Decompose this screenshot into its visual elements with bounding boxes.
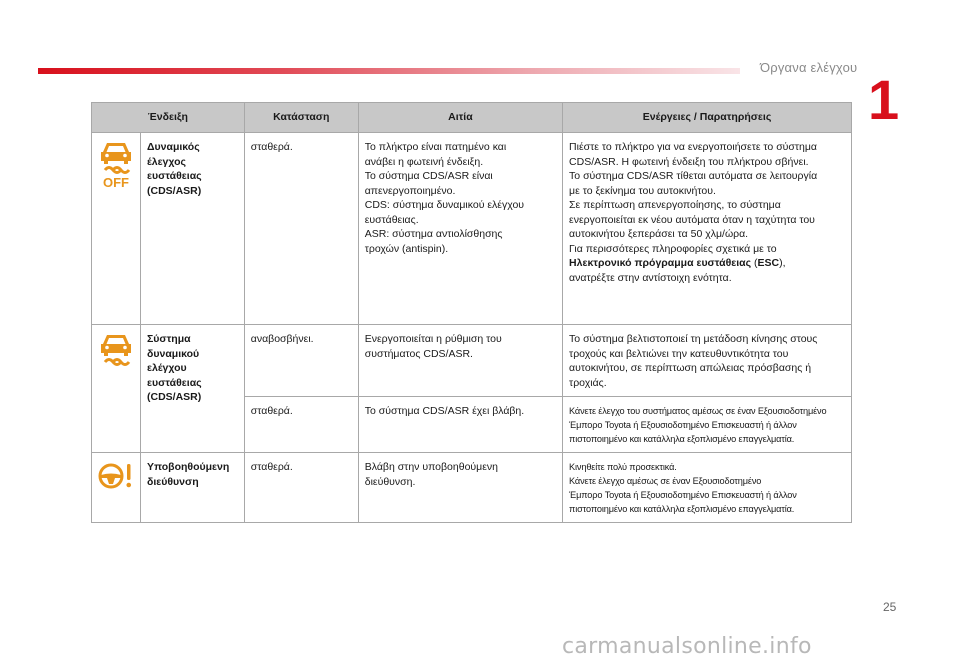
section-title: Όργανα ελέγχου — [760, 60, 858, 75]
header-actions: Ενέργειες / Παρατηρήσεις — [563, 103, 852, 133]
esc-paren-open: ( — [751, 257, 758, 269]
name-line: Δυναμικός — [147, 141, 200, 153]
indicator-name — [141, 325, 245, 453]
action-line: αυτοκινήτου, σε περίπτωση απώλειας πρόσβασης ή — [569, 362, 812, 374]
state-cell: σταθερά. — [244, 133, 358, 325]
car-skid-off-icon — [99, 140, 133, 188]
icon-cell — [92, 325, 141, 453]
table-row — [92, 133, 852, 325]
name-line: έλεγχος — [147, 155, 186, 168]
action-line: Έμπορο Toyota ή Εξουσιοδοτημένο Επισκευαστή ή άλλον — [569, 490, 797, 500]
cause-line: Βλάβη στην υποβοηθούμενη — [364, 461, 498, 473]
cause-line: ευστάθειας. — [364, 213, 419, 226]
table-row — [92, 453, 852, 523]
action-line-esc — [569, 256, 845, 271]
action-line: τροχούς και βελτιώνει την κατευθυντικότητα του — [569, 347, 789, 360]
indicator-name — [141, 133, 245, 325]
cause-cell: Το σύστημα CDS/ASR έχει βλάβη. — [358, 397, 562, 453]
state-cell: σταθερά. — [244, 397, 358, 453]
cause-line: ανάβει η φωτεινή ένδειξη. — [364, 155, 484, 168]
cause-cell — [358, 325, 562, 397]
cause-line: Ενεργοποιείται η ρύθμιση του — [364, 333, 502, 345]
cause-line: ASR: σύστημα αντιολίσθησης — [364, 228, 503, 240]
action-line: τροχιάς. — [569, 376, 607, 389]
action-line: ανατρέξτε στην αντίστοιχη ενότητα. — [569, 271, 732, 284]
action-cell — [563, 453, 852, 523]
cause-cell — [358, 453, 562, 523]
action-line: Το σύστημα CDS/ASR τίθεται αυτόματα σε λειτουργία — [569, 170, 818, 182]
action-line: Κάνετε έλεγχο του συστήματος αμέσως σε έναν Εξουσιοδοτημένο — [569, 406, 827, 416]
cause-line: Το σύστημα CDS/ASR είναι — [364, 170, 493, 182]
name-line: ευστάθειας — [147, 170, 202, 182]
action-line: πιστοποιημένο και κατάλληλα εξοπλισμένο επαγγελματία. — [569, 504, 795, 514]
action-cell — [563, 133, 852, 325]
name-line: (CDS/ASR) — [147, 184, 202, 197]
header-indicator: Ένδειξη — [92, 103, 245, 133]
indicator-name — [141, 453, 245, 523]
action-line: Πιέστε το πλήκτρο για να ενεργοποιήσετε το σύστημα — [569, 141, 818, 153]
action-line: αυτοκινήτου ξεπεράσει τα 50 χλμ/ώρα. — [569, 228, 749, 240]
state-cell: αναβοσβήνει. — [244, 325, 358, 397]
table-header-row — [92, 103, 852, 133]
cause-line: CDS: σύστημα δυναμικού ελέγχου — [364, 199, 525, 211]
action-line: πιστοποιημένο και κατάλληλα εξοπλισμένο επαγγελματία. — [569, 434, 795, 444]
name-line: (CDS/ASR) — [147, 391, 202, 403]
action-line: Κάνετε έλεγχο αμέσως σε έναν Εξουσιοδοτημένο — [569, 476, 762, 486]
header-accent-bar — [38, 68, 740, 74]
cause-line: Το πλήκτρο είναι πατημένο και — [364, 141, 507, 153]
page-number: 25 — [883, 600, 897, 614]
esc-abbr: ESC — [757, 257, 780, 269]
icon-cell — [92, 453, 141, 523]
action-cell — [563, 325, 852, 397]
cause-line: συστήματος CDS/ASR. — [364, 347, 473, 360]
action-line: Σε περίπτωση απενεργοποίησης, το σύστημα — [569, 199, 781, 211]
esc-paren-close: ), — [779, 257, 786, 269]
cause-cell — [358, 133, 562, 325]
action-line: Για περισσότερες πληροφορίες σχετικά με το — [569, 242, 777, 255]
header-cause: Αιτία — [358, 103, 562, 133]
state-cell: σταθερά. — [244, 453, 358, 523]
name-line: ευστάθειας — [147, 376, 202, 389]
action-line: Κινηθείτε πολύ προσεκτικά. — [569, 462, 677, 472]
action-line: Το σύστημα βελτιστοποιεί τη μετάδοση κίνησης στους — [569, 333, 818, 345]
cause-line: διεύθυνση. — [364, 475, 416, 488]
action-line: με το ξεκίνημα του αυτοκινήτου. — [569, 184, 716, 197]
name-line: Υποβοηθούμενη — [147, 461, 230, 473]
steering-warning-icon — [98, 460, 134, 492]
action-line: CDS/ASR. Η φωτεινή ένδειξη του πλήκτρου σβήνει. — [569, 155, 809, 168]
cause-line: απενεργοποιημένο. — [364, 184, 456, 197]
table-row — [92, 325, 852, 397]
action-cell — [563, 397, 852, 453]
cause-line: τροχών (antispin). — [364, 242, 449, 255]
svg-text:OFF: OFF — [103, 175, 129, 188]
watermark: carmanualsonline.info — [562, 634, 812, 659]
icon-cell — [92, 133, 141, 325]
action-line: Έμπορο Toyota ή Εξουσιοδοτημένο Επισκευαστή ή άλλον — [569, 420, 797, 430]
name-line: ελέγχου — [147, 362, 187, 374]
esc-link-text: Ηλεκτρονικό πρόγραμμα ευστάθειας — [569, 257, 752, 269]
car-skid-icon — [99, 332, 133, 368]
name-line: Σύστημα — [147, 333, 191, 345]
header-state: Κατάσταση — [244, 103, 358, 133]
chapter-number: 1 — [868, 68, 900, 131]
action-line: ενεργοποιείται εκ νέου αυτόματα όταν η ταχύτητα του — [569, 213, 815, 226]
name-line: διεύθυνση — [147, 475, 199, 488]
warning-lights-table — [91, 102, 852, 523]
name-line: δυναμικού — [147, 347, 200, 360]
